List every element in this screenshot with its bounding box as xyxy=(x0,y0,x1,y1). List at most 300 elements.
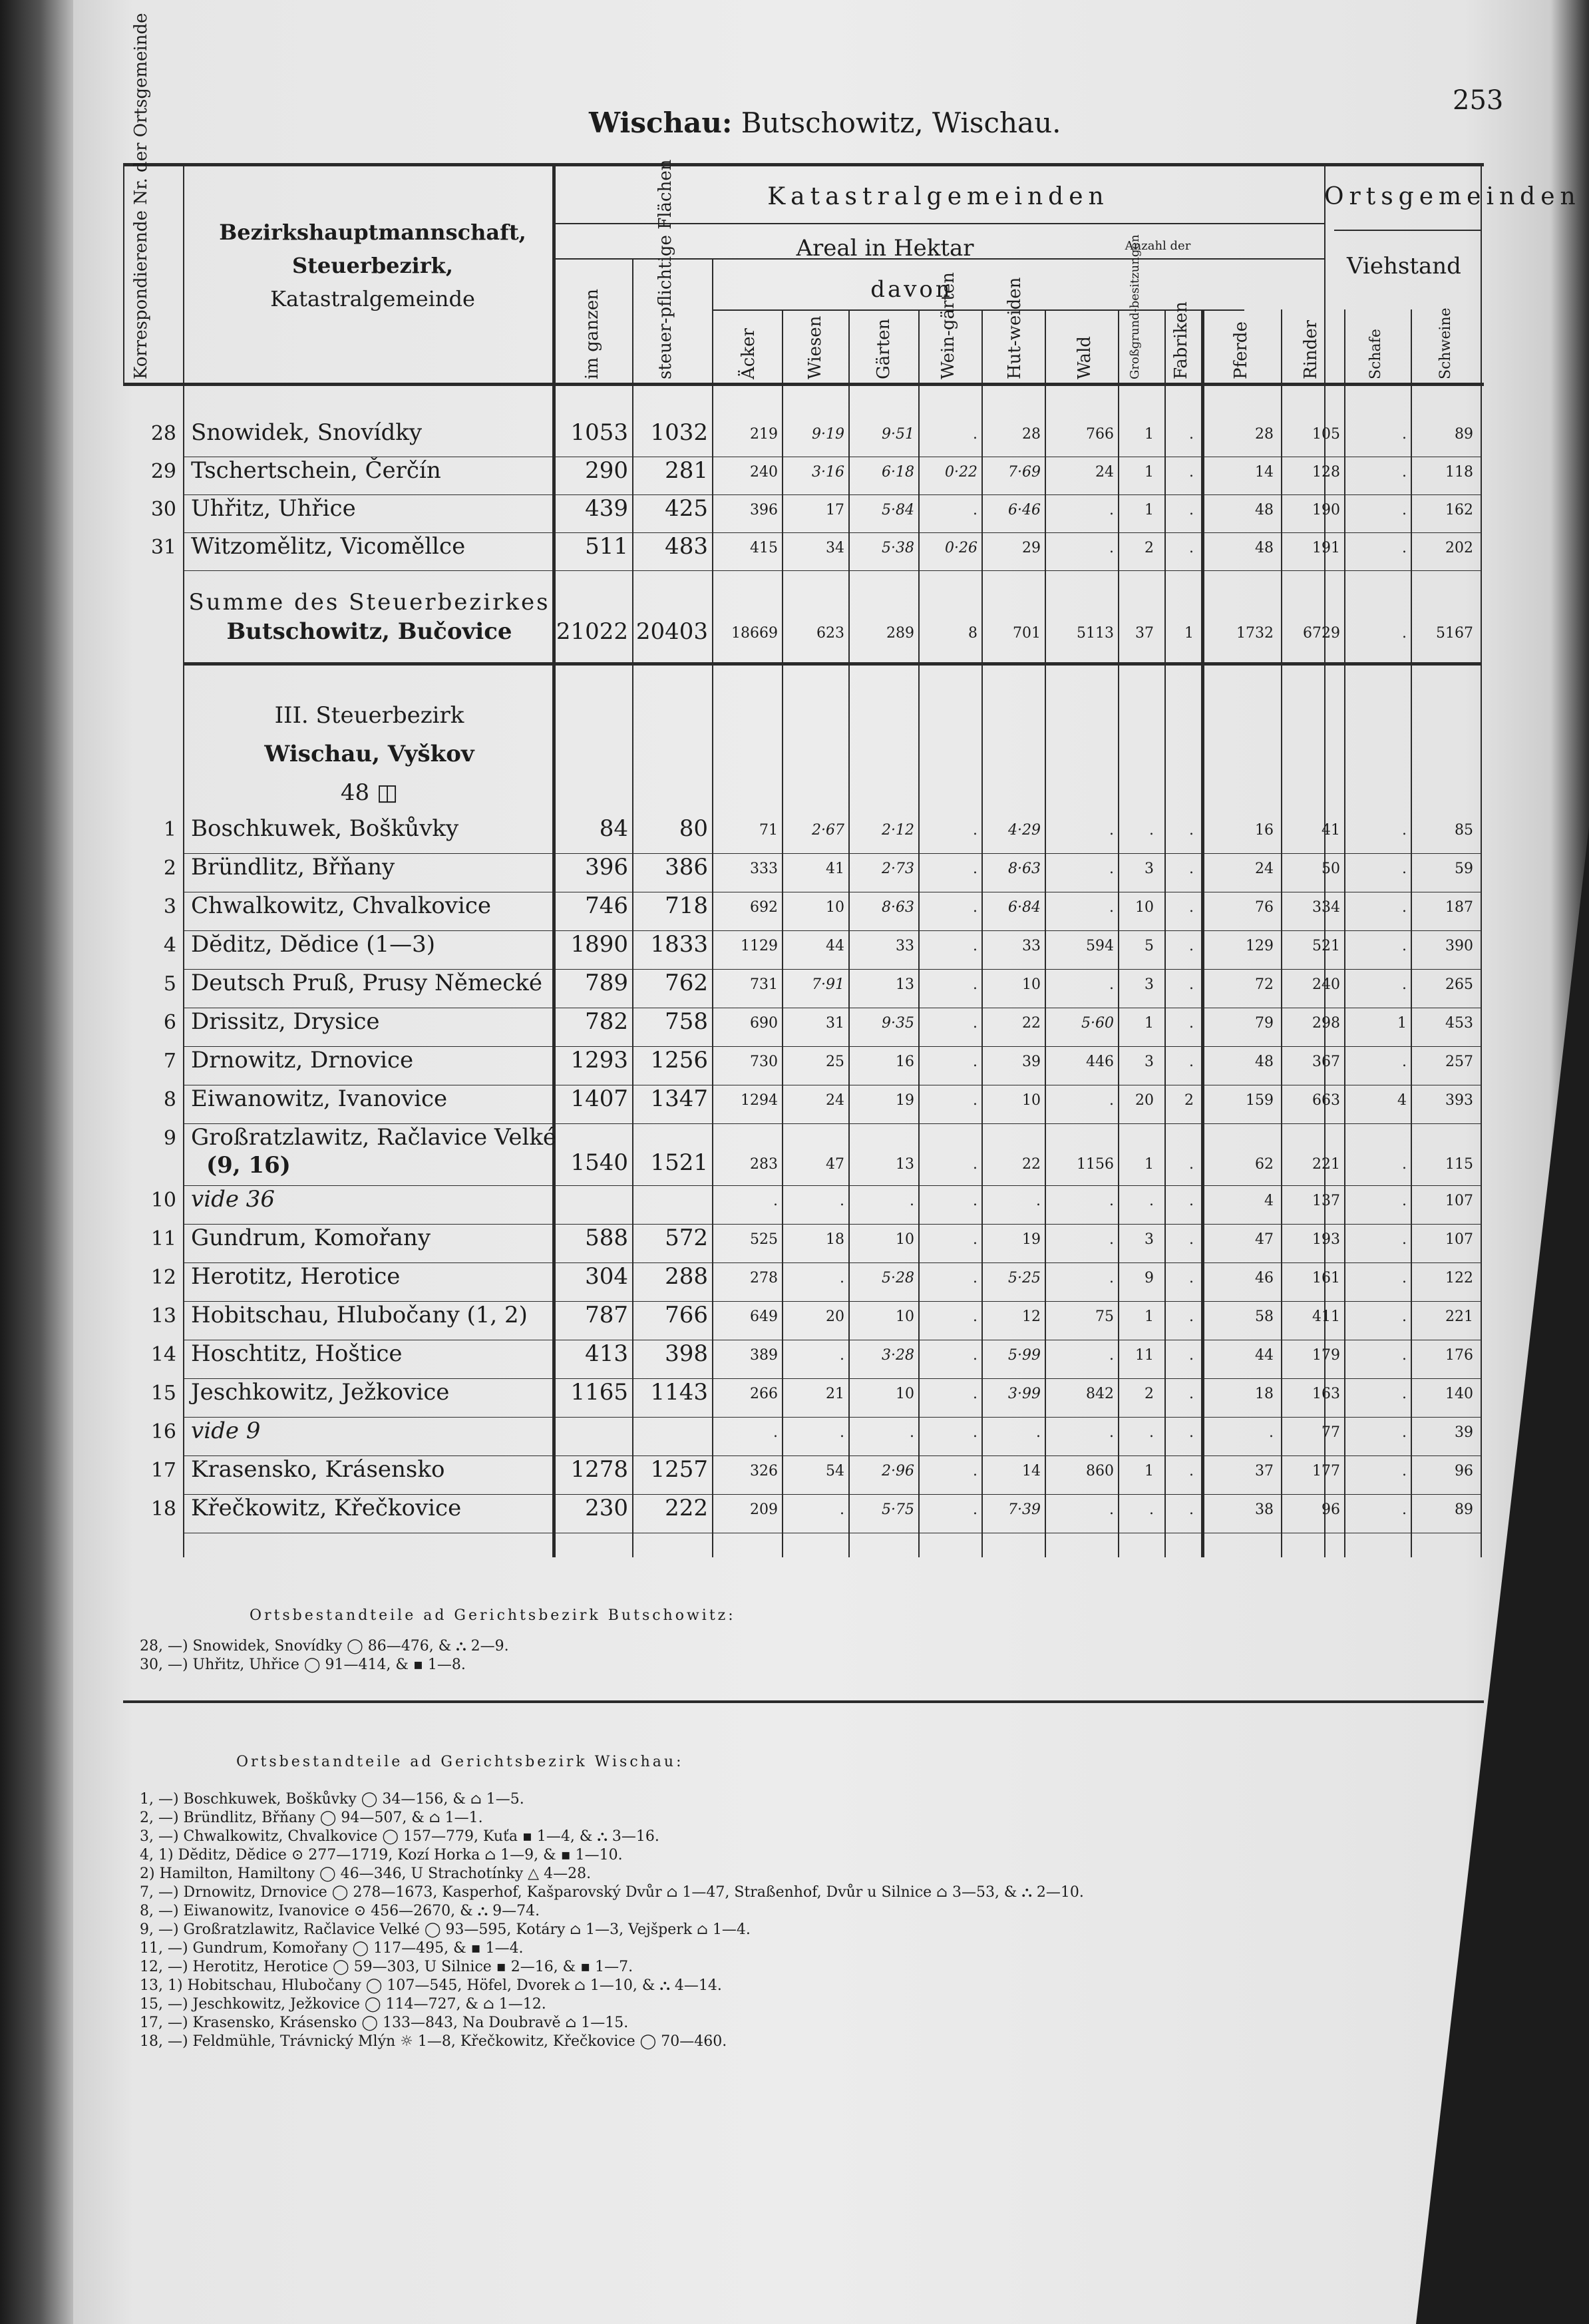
rows-rinder: 221 xyxy=(1312,1156,1340,1173)
rows-pferde: 72 xyxy=(1255,976,1274,993)
rows-nr: 12 xyxy=(150,1266,176,1289)
rows-steuer: 758 xyxy=(665,1008,708,1035)
rows-wein: . xyxy=(973,861,977,877)
rows_top-steuer: 1032 xyxy=(650,419,708,446)
rows-wein: . xyxy=(973,1501,977,1518)
rows-gaerten: 2·73 xyxy=(882,861,914,877)
rows-gaerten: 2·12 xyxy=(882,822,914,839)
rows-schweine: 115 xyxy=(1445,1156,1473,1173)
rows-gaerten: 33 xyxy=(896,938,914,954)
rows-name: Bründlitz, Břňany xyxy=(191,854,395,880)
footnote2-list xyxy=(140,1790,1084,2051)
rows_top-aecker: 415 xyxy=(750,540,778,556)
rows_top-fabr: . xyxy=(1189,464,1194,481)
rows-fabr: . xyxy=(1189,861,1194,877)
rows-schweine: 176 xyxy=(1445,1347,1473,1364)
rows-pferde: 58 xyxy=(1255,1308,1274,1325)
rows-ganz: 746 xyxy=(585,892,628,919)
rows_top-schafe: . xyxy=(1402,426,1407,443)
rows-wein: . xyxy=(973,899,977,916)
rows-schafe: . xyxy=(1402,1054,1407,1070)
rows-hut: 22 xyxy=(1022,1156,1041,1173)
rows-wein: . xyxy=(973,1424,977,1441)
orts-header: Ortsgemeinden xyxy=(1324,183,1581,210)
rows-aecker: 266 xyxy=(750,1386,778,1402)
rows-nr: 1 xyxy=(163,818,176,841)
rows-gaerten: . xyxy=(910,1424,914,1441)
rows-ganz: 1407 xyxy=(570,1085,628,1112)
rows_top-pferde: 48 xyxy=(1255,502,1274,518)
rows-schafe: . xyxy=(1402,1386,1407,1402)
rows-hut: 12 xyxy=(1022,1308,1041,1325)
rows-wiesen: . xyxy=(840,1270,844,1286)
rows_top-wein: 0·22 xyxy=(945,464,977,481)
rows-nr: 9 xyxy=(163,1127,176,1150)
section-heading-l3: 48 ◫ xyxy=(340,779,399,806)
rows-rinder: 193 xyxy=(1312,1231,1340,1248)
rows-hut: . xyxy=(1036,1193,1041,1209)
footnote2-line: 1, —) Boschkuwek, Boškůvky ◯ 34—156, & ⌂ 1—5. xyxy=(140,1791,524,1808)
rows-name: Drnowitz, Drnovice xyxy=(191,1047,414,1073)
rows-wiesen: 41 xyxy=(826,861,844,877)
rows_top-aecker: 396 xyxy=(750,502,778,518)
rows-rinder: 521 xyxy=(1312,938,1340,954)
rows-ganz: 1278 xyxy=(570,1456,628,1483)
rows-schafe: . xyxy=(1402,861,1407,877)
rows-nr: 16 xyxy=(150,1420,176,1444)
column-rule xyxy=(1201,309,1204,1557)
rows-pferde: 46 xyxy=(1255,1270,1274,1286)
rows-schweine: 39 xyxy=(1455,1424,1473,1441)
rows_top-schweine: 162 xyxy=(1445,502,1473,518)
rows-steuer: 1521 xyxy=(650,1149,708,1176)
rows_top-gross: 1 xyxy=(1145,426,1154,443)
rows-gaerten: 19 xyxy=(896,1092,914,1109)
rows-wein: . xyxy=(973,1308,977,1325)
rows_top-schweine: 202 xyxy=(1445,540,1473,556)
rows-nr: 13 xyxy=(150,1304,176,1328)
rows_top-rinder: 191 xyxy=(1312,540,1340,556)
rows_top-wiesen: 17 xyxy=(826,502,844,518)
rows-wiesen: 25 xyxy=(826,1054,844,1070)
footnote2-line: 4, 1) Dĕditz, Dĕdice ⊙ 277—1719, Kozí Horka ⌂ 1—9, & ▪ 1—10. xyxy=(140,1847,623,1863)
rows-schafe: . xyxy=(1402,976,1407,993)
subheader-8: Wald xyxy=(1075,336,1095,379)
footnote2-line: 11, —) Gundrum, Komořany ◯ 117—495, & ▪ 1—4. xyxy=(140,1940,524,1957)
rows-name: Křečkowitz, Křečkovice xyxy=(191,1495,462,1521)
rows-gross: . xyxy=(1149,1193,1154,1209)
rows-nr: 11 xyxy=(150,1227,176,1251)
rows-rinder: 177 xyxy=(1312,1463,1340,1479)
rows-gross: 10 xyxy=(1135,899,1154,916)
rows-aecker: 71 xyxy=(759,822,778,839)
rows-gaerten: 10 xyxy=(896,1231,914,1248)
rows-steuer: 1257 xyxy=(650,1456,708,1483)
rows_top-wald: 24 xyxy=(1095,464,1114,481)
rows-wiesen: 31 xyxy=(826,1015,844,1032)
rows_top-aecker: 240 xyxy=(750,464,778,481)
footnote2-line: 8, —) Eiwanowitz, Ivanovice ⊙ 456—2670, & ⛬ 9—74. xyxy=(140,1903,540,1919)
rows-aecker: 690 xyxy=(750,1015,778,1032)
rows-hut: 7·39 xyxy=(1008,1501,1041,1518)
rows-fabr: . xyxy=(1189,1015,1194,1032)
rows-steuer: 572 xyxy=(665,1225,708,1251)
rows-pferde: 62 xyxy=(1255,1156,1274,1173)
rows-wald: 842 xyxy=(1086,1386,1114,1402)
book-binding xyxy=(0,0,73,2324)
rows-gaerten: . xyxy=(910,1193,914,1209)
rows-nr: 8 xyxy=(163,1088,176,1111)
footnote2-line: 3, —) Chwalkowitz, Chvalkovice ◯ 157—779, Kuťa ▪ 1—4, & ⛬ 3—16. xyxy=(140,1828,659,1845)
rows-wiesen: . xyxy=(840,1424,844,1441)
rows-schafe: . xyxy=(1402,1308,1407,1325)
footnote2-line: 9, —) Großratzlawitz, Račlavice Velké ◯ 93—595, Kotáry ⌂ 1—3, Vejšperk ⌂ 1—4. xyxy=(140,1921,751,1938)
rows-wiesen: 24 xyxy=(826,1092,844,1109)
rows-steuer: 1143 xyxy=(650,1379,708,1406)
footnote2-line: 13, 1) Hobitschau, Hlubočany ◯ 107—545, Höfel, Dvorek ⌂ 1—10, & ⛬ 4—14. xyxy=(140,1977,722,1994)
rows-aecker: 730 xyxy=(750,1054,778,1070)
subheader-12: Rinder xyxy=(1301,319,1321,379)
rows-nr: 14 xyxy=(150,1343,176,1366)
rows-wiesen: 18 xyxy=(826,1231,844,1248)
rows-pferde: 76 xyxy=(1255,899,1274,916)
footnote2-line: 2) Hamilton, Hamiltony ◯ 46—346, U Strachotínky △ 4—28. xyxy=(140,1865,592,1882)
rows-schweine: 187 xyxy=(1445,899,1473,916)
column-rule xyxy=(183,163,184,1557)
rows-gaerten: 8·63 xyxy=(882,899,914,916)
rows-schweine: 140 xyxy=(1445,1386,1473,1402)
rows_top-name: Uhřitz, Uhřice xyxy=(191,495,356,522)
rows-schafe: . xyxy=(1402,1463,1407,1479)
rows-name: Krasensko, Krásensko xyxy=(191,1456,445,1483)
rows-rinder: 50 xyxy=(1322,861,1340,877)
rows-wein: . xyxy=(973,1193,977,1209)
rows-gross: . xyxy=(1149,822,1154,839)
rows-nr: 3 xyxy=(163,895,176,918)
summe-ganz: 21022 xyxy=(556,618,628,645)
rows-gaerten: 5·75 xyxy=(882,1501,914,1518)
subheader-11: Pferde xyxy=(1231,321,1251,379)
rows-pferde: 18 xyxy=(1255,1386,1274,1402)
footnote2-line: 18, —) Feldmühle, Trávnický Mlýn ☼ 1—8, Křečkowitz, Křečkovice ◯ 70—460. xyxy=(140,2033,727,2050)
rows-steuer: 398 xyxy=(665,1340,708,1367)
rows-steuer: 386 xyxy=(665,854,708,880)
rows_top-hut: 28 xyxy=(1022,426,1041,443)
rows_top-ganz: 1053 xyxy=(570,419,628,446)
table-border xyxy=(1481,163,1482,1557)
anzahl-header: Anzahl der xyxy=(1125,239,1191,253)
rows_top-schafe: . xyxy=(1402,540,1407,556)
rows-schweine: 257 xyxy=(1445,1054,1473,1070)
rows-ganz: 588 xyxy=(585,1225,628,1251)
rows-fabr: 2 xyxy=(1184,1092,1194,1109)
viehstand-header: Viehstand xyxy=(1347,253,1461,280)
rows-rinder: 163 xyxy=(1312,1386,1340,1402)
rows-fabr: . xyxy=(1189,1156,1194,1173)
rows_top-name: Tschertschein, Čerčín xyxy=(191,457,441,484)
rows-schweine: 89 xyxy=(1455,1501,1473,1518)
rows_top-wein: . xyxy=(973,502,977,518)
rows-pferde: 16 xyxy=(1255,822,1274,839)
rows-wein: . xyxy=(973,1231,977,1248)
katastral-header: Katastralgemeinden xyxy=(767,183,1109,210)
rows_top-gross: 1 xyxy=(1145,502,1154,518)
rows-wald: 75 xyxy=(1095,1308,1114,1325)
summe-gross: 37 xyxy=(1135,625,1154,642)
rows_top-pferde: 28 xyxy=(1255,426,1274,443)
rows-hut: 14 xyxy=(1022,1463,1041,1479)
rows-ganz: 1890 xyxy=(570,931,628,958)
rows-aecker: 649 xyxy=(750,1308,778,1325)
rows-fabr: . xyxy=(1189,1231,1194,1248)
rows-wiesen: 47 xyxy=(826,1156,844,1173)
rows-nr: 7 xyxy=(163,1050,176,1073)
rows-fabr: . xyxy=(1189,1386,1194,1402)
rows_top-fabr: . xyxy=(1189,426,1194,443)
footnote2-line: 15, —) Jeschkowitz, Ježkovice ◯ 114—727, & ⌂ 1—12. xyxy=(140,1996,546,2013)
rows-hut: 22 xyxy=(1022,1015,1041,1032)
rows-gross: 1 xyxy=(1145,1308,1154,1325)
rows-fabr: . xyxy=(1189,1193,1194,1209)
rows_top-wein: . xyxy=(973,426,977,443)
rows-fabr: . xyxy=(1189,1463,1194,1479)
summe-hut: 701 xyxy=(1013,625,1041,642)
rows-name: Eiwanowitz, Ivanovice xyxy=(191,1085,448,1112)
rows_top-rinder: 190 xyxy=(1312,502,1340,518)
rows-schweine: 122 xyxy=(1445,1270,1473,1286)
subheader-1: im ganzen xyxy=(582,289,602,379)
col-nr-header: Korrespondierende Nr. der Ortsgemeinde xyxy=(131,13,151,379)
rows-aecker: 209 xyxy=(750,1501,778,1518)
rows-rinder: 411 xyxy=(1312,1308,1340,1325)
rows-rinder: 41 xyxy=(1322,822,1340,839)
rows-aecker: 283 xyxy=(750,1156,778,1173)
rows-wiesen: . xyxy=(840,1501,844,1518)
summe-fabr: 1 xyxy=(1184,625,1194,642)
column-rule xyxy=(1344,309,1345,1557)
rows-schweine: 265 xyxy=(1445,976,1473,993)
rows_top-schafe: . xyxy=(1402,502,1407,518)
rows-wald: . xyxy=(1109,1501,1114,1518)
summe-wein: 8 xyxy=(968,625,977,642)
rows_top-steuer: 425 xyxy=(665,495,708,522)
rows-wein: . xyxy=(973,1092,977,1109)
rows_top-wald: . xyxy=(1109,502,1114,518)
rows-schafe: . xyxy=(1402,938,1407,954)
rows-gaerten: 13 xyxy=(896,1156,914,1173)
rows-fabr: . xyxy=(1189,1501,1194,1518)
rows_top-ganz: 290 xyxy=(585,457,628,484)
section-heading-l1: III. Steuerbezirk xyxy=(274,702,464,729)
rows-wiesen: . xyxy=(840,1347,844,1364)
rows-schafe: . xyxy=(1402,1424,1407,1441)
rows_top-nr: 28 xyxy=(150,422,176,445)
rows-rinder: 96 xyxy=(1322,1501,1340,1518)
rows_top-fabr: . xyxy=(1189,502,1194,518)
rows-gross: 1 xyxy=(1145,1463,1154,1479)
rows-hut: 3·99 xyxy=(1008,1386,1041,1402)
section-heading-l2: Wischau, Vyškov xyxy=(264,741,474,767)
rows_top-hut: 7·69 xyxy=(1008,464,1041,481)
rows-ganz: 787 xyxy=(585,1302,628,1328)
row-rule xyxy=(183,1417,1481,1418)
subheader-3: Äcker xyxy=(739,328,759,379)
rows-name: Herotitz, Herotice xyxy=(191,1263,401,1290)
rows-name: vide 9 xyxy=(191,1418,261,1444)
rows_top-schafe: . xyxy=(1402,464,1407,481)
rows-fabr: . xyxy=(1189,1308,1194,1325)
subheader-6: Wein-gärten xyxy=(938,272,958,379)
rows_top-wiesen: 9·19 xyxy=(812,426,844,443)
rows-fabr: . xyxy=(1189,1270,1194,1286)
rows_top-name: Snowidek, Snovídky xyxy=(191,419,423,446)
rows-name2: (9, 16) xyxy=(206,1152,291,1179)
rows-schafe: . xyxy=(1402,1347,1407,1364)
rows-steuer: 762 xyxy=(665,970,708,996)
rows-gaerten: 5·28 xyxy=(882,1270,914,1286)
rows_top-wiesen: 3·16 xyxy=(812,464,844,481)
footnote1-title: Ortsbestandteile ad Gerichtsbezirk Butschowitz: xyxy=(250,1607,736,1624)
rows-schweine: 390 xyxy=(1445,938,1473,954)
rows-name: Deutsch Pruß, Prusy Německé xyxy=(191,970,542,996)
summe-aecker: 18669 xyxy=(731,625,778,642)
summe-steuer: 20403 xyxy=(635,618,708,645)
rows-gaerten: 10 xyxy=(896,1308,914,1325)
rows-wald: 5·60 xyxy=(1081,1015,1114,1032)
row-rule xyxy=(183,1185,1481,1186)
summe-wiesen: 623 xyxy=(816,625,844,642)
rows-wald: . xyxy=(1109,1193,1114,1209)
rows_top-wein: 0·26 xyxy=(945,540,977,556)
rows-pferde: 48 xyxy=(1255,1054,1274,1070)
rows-hut: . xyxy=(1036,1424,1041,1441)
summe-rinder: 6729 xyxy=(1303,625,1340,642)
rows-steuer: 80 xyxy=(679,815,708,842)
rows_top-nr: 31 xyxy=(150,536,176,559)
rows-hut: 19 xyxy=(1022,1231,1041,1248)
rows-hut: 5·99 xyxy=(1008,1347,1041,1364)
rows_top-nr: 29 xyxy=(150,460,176,483)
rows-rinder: 334 xyxy=(1312,899,1340,916)
col-name-header-l3: Katastralgemeinde xyxy=(270,286,475,311)
rows-gross: 3 xyxy=(1145,1054,1154,1070)
subheader-10: Fabriken xyxy=(1171,301,1191,379)
rows-schafe: . xyxy=(1402,1156,1407,1173)
rows-wald: . xyxy=(1109,1231,1114,1248)
rows-fabr: . xyxy=(1189,822,1194,839)
rows-ganz: 84 xyxy=(599,815,628,842)
subheader-2: steuer-pflichtige Flächen xyxy=(655,159,675,379)
title-district: Wischau: xyxy=(589,106,733,139)
rows-gross: 9 xyxy=(1145,1270,1154,1286)
summe-gaerten: 289 xyxy=(886,625,914,642)
rows-name: Hobitschau, Hlubočany (1, 2) xyxy=(191,1302,528,1328)
rows_top-aecker: 219 xyxy=(750,426,778,443)
rows-nr: 18 xyxy=(150,1497,176,1521)
rows-hut: 5·25 xyxy=(1008,1270,1041,1286)
footnote2-title: Ortsbestandteile ad Gerichtsbezirk Wischau: xyxy=(236,1754,684,1770)
rows-name: vide 36 xyxy=(191,1186,275,1213)
footnote2-line: 7, —) Drnowitz, Drnovice ◯ 278—1673, Kasperhof, Kašparovský Dvůr ⌂ 1—47, Straßenhof, Dvůr u Silnice ⌂ 3—53, & ⛬ 2—10. xyxy=(140,1884,1084,1901)
rows-ganz: 1165 xyxy=(570,1379,628,1406)
rows_top-wald: . xyxy=(1109,540,1114,556)
subheader-13: Schafe xyxy=(1367,329,1384,379)
column-rule xyxy=(1118,309,1119,1557)
rows-wein: . xyxy=(973,1347,977,1364)
rows-aecker: 525 xyxy=(750,1231,778,1248)
rows-fabr: . xyxy=(1189,938,1194,954)
rows_top-fabr: . xyxy=(1189,540,1194,556)
rows-nr: 2 xyxy=(163,857,176,880)
rows-schafe: . xyxy=(1402,1270,1407,1286)
rows-schafe: 1 xyxy=(1397,1015,1407,1032)
rows_top-rinder: 128 xyxy=(1312,464,1340,481)
rows-name: Dĕditz, Dĕdice (1—3) xyxy=(191,931,435,958)
rows-schweine: 393 xyxy=(1445,1092,1473,1109)
rows_top-wald: 766 xyxy=(1086,426,1114,443)
rows-wiesen: 2·67 xyxy=(812,822,844,839)
rows-name: Drissitz, Drysice xyxy=(191,1008,380,1035)
footnote2-line: 2, —) Bründlitz, Břňany ◯ 94—507, & ⌂ 1—1. xyxy=(140,1810,483,1826)
rows-gaerten: 16 xyxy=(896,1054,914,1070)
table-border xyxy=(123,163,124,383)
rows-schweine: 107 xyxy=(1445,1231,1473,1248)
rows-rinder: 367 xyxy=(1312,1054,1340,1070)
rows-steuer: 288 xyxy=(665,1263,708,1290)
rows-hut: 10 xyxy=(1022,976,1041,993)
rows-ganz: 396 xyxy=(585,854,628,880)
rows-fabr: . xyxy=(1189,899,1194,916)
rows_top-wiesen: 34 xyxy=(826,540,844,556)
rows_top-rinder: 105 xyxy=(1312,426,1340,443)
rows-rinder: 137 xyxy=(1312,1193,1340,1209)
rows-gross: 11 xyxy=(1135,1347,1154,1364)
rows-hut: 10 xyxy=(1022,1092,1041,1109)
rows-ganz: 304 xyxy=(585,1263,628,1290)
rows_top-steuer: 483 xyxy=(665,533,708,560)
rows-rinder: 663 xyxy=(1312,1092,1340,1109)
rows-aecker: 1294 xyxy=(741,1092,778,1109)
rows_top-schweine: 89 xyxy=(1455,426,1473,443)
rows-fabr: . xyxy=(1189,976,1194,993)
rows-schafe: 4 xyxy=(1397,1092,1407,1109)
rows_top-gaerten: 5·84 xyxy=(882,502,914,518)
rows-gross: . xyxy=(1149,1501,1154,1518)
footnote2-line: 12, —) Herotitz, Herotice ◯ 59—303, U Silnice ▪ 2—16, & ▪ 1—7. xyxy=(140,1959,633,1975)
row-rule xyxy=(183,494,1481,495)
subheader-9: Großgrund-besitzungen xyxy=(1128,234,1142,379)
rows-gross: 3 xyxy=(1145,1231,1154,1248)
rows-rinder: 240 xyxy=(1312,976,1340,993)
footnote1-line: 30, —) Uhřitz, Uhřice ◯ 91—414, & ▪ 1—8. xyxy=(140,1656,466,1673)
rows-wald: . xyxy=(1109,1092,1114,1109)
rows-aecker: . xyxy=(773,1424,778,1441)
rows-nr: 15 xyxy=(150,1382,176,1405)
rows-steuer: 766 xyxy=(665,1302,708,1328)
rows-gaerten: 9·35 xyxy=(882,1015,914,1032)
rows-pferde: 44 xyxy=(1255,1347,1274,1364)
rows-wald: 594 xyxy=(1086,938,1114,954)
rows-name: Großratzlawitz, Račlavice Velké xyxy=(191,1124,557,1151)
footnote1-list xyxy=(140,1637,509,1674)
rows-wein: . xyxy=(973,1386,977,1402)
rows-aecker: 278 xyxy=(750,1270,778,1286)
summe-rule xyxy=(183,662,1481,666)
rows-wein: . xyxy=(973,1270,977,1286)
rows_top-gross: 2 xyxy=(1145,540,1154,556)
rows-ganz: 1293 xyxy=(570,1047,628,1073)
summe-pferde: 1732 xyxy=(1236,625,1274,642)
